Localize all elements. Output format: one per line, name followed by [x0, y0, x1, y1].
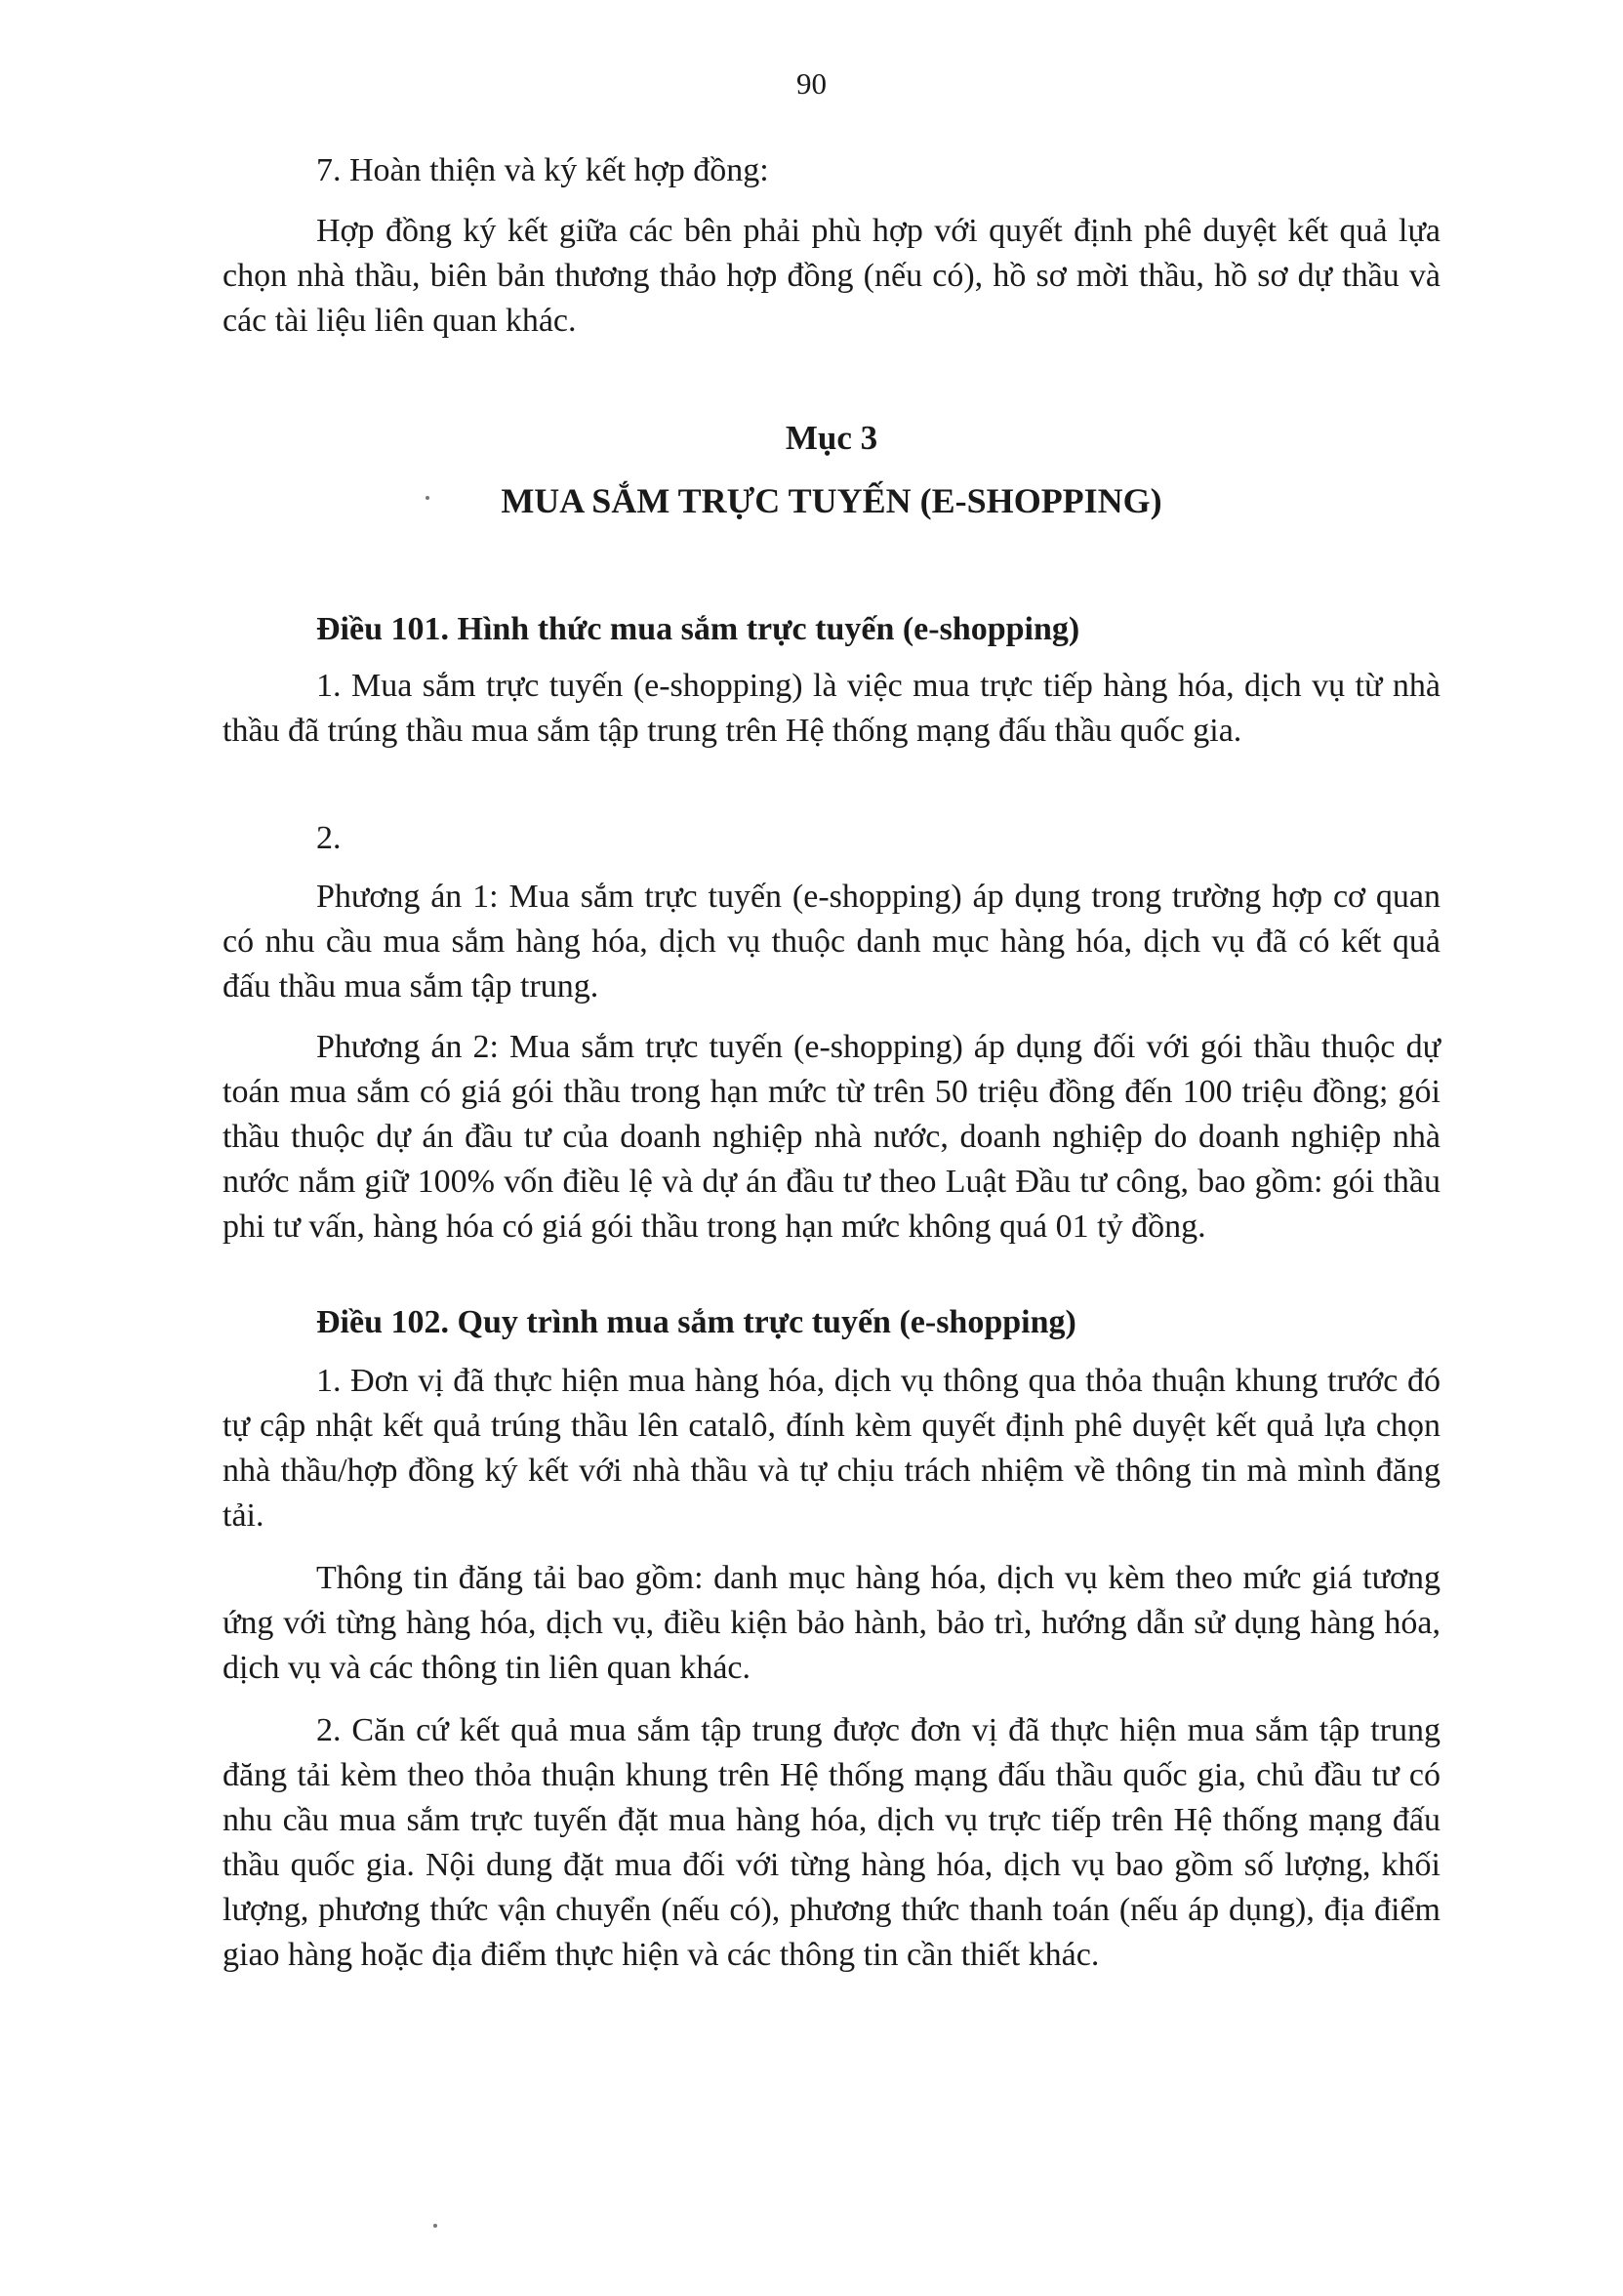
section-title: MUA SẮM TRỰC TUYẾN (E-SHOPPING) — [501, 481, 1162, 520]
section-label: Mục 3 — [785, 419, 878, 457]
article102-paragraph-1: 1. Đơn vị đã thực hiện mua hàng hóa, dịch vụ thông qua thỏa thuận khung trước đó tự cập nhật kết quả trúng thầu lên catalô, đính kèm quyết định phê duyệt kết quả lựa chọn nhà thầu/hợp đồng ký kết với nhà thầu và tự chịu trách nhiệm về thông tin mà mình đăng tải. — [223, 1363, 1440, 1534]
article102-paragraph-2: 2. Căn cứ kết quả mua sắm tập trung được đơn vị đã thực hiện mua sắm tập trung đăng tải kèm theo thỏa thuận khung trên Hệ thống mạng đấu thầu quốc gia, chủ đầu tư có nhu cầu mua sắm trực tuyến đặt mua hàng hóa, dịch vụ trực tiếp trên Hệ thống mạng đấu thầu quốc gia. Nội dung đặt mua đối với từng hàng hóa, dịch vụ bao gồm số lượng, khối lượng, phương thức vận chuyển (nếu có), phương thức thanh toán (nếu áp dụng), địa điểm giao hàng hoặc địa điểm thực hiện và các thông tin cần thiết khác. — [223, 1712, 1440, 1973]
article101-heading: Điều 101. Hình thức mua sắm trực tuyến (e-shopping) — [316, 611, 1080, 647]
article102-heading: Điều 102. Quy trình mua sắm trực tuyến (e-shopping) — [316, 1304, 1076, 1340]
scan-speck — [433, 2224, 437, 2228]
scan-speck — [426, 496, 429, 500]
article101-option-2: Phương án 2: Mua sắm trực tuyến (e-shopping) áp dụng đối với gói thầu thuộc dự toán mua sắm có giá gói thầu trong hạn mức từ trên 50 triệu đồng đến 100 triệu đồng; gói thầu thuộc dự án đầu tư của doanh nghiệp nhà nước, doanh nghiệp do doanh nghiệp nhà nước nắm giữ 100% vốn điều lệ và dự án đầu tư theo Luật Đầu tư công, bao gồm: gói thầu phi tư vấn, hàng hóa có giá gói thầu trong hạn mức không quá 01 tỷ đồng. — [223, 1029, 1440, 1245]
item7-text: Hợp đồng ký kết giữa các bên phải phù hợp với quyết định phê duyệt kết quả lựa chọn nhà thầu, biên bản thương thảo hợp đồng (nếu có), hồ sơ mời thầu, hồ sơ dự thầu và các tài liệu liên quan khác. — [223, 213, 1440, 339]
article101-paragraph-2: 2. — [316, 820, 342, 856]
article101-paragraph-1: 1. Mua sắm trực tuyến (e-shopping) là việc mua trực tiếp hàng hóa, dịch vụ từ nhà thầu đã trúng thầu mua sắm tập trung trên Hệ thống mạng đấu thầu quốc gia. — [223, 668, 1440, 749]
page-number: 90 — [796, 66, 827, 101]
article102-paragraph-1b: Thông tin đăng tải bao gồm: danh mục hàng hóa, dịch vụ kèm theo mức giá tương ứng với từng hàng hóa, dịch vụ, điều kiện bảo hành, bảo trì, hướng dẫn sử dụng hàng hóa, dịch vụ và các thông tin liên quan khác. — [223, 1560, 1440, 1686]
article101-option-1: Phương án 1: Mua sắm trực tuyến (e-shopping) áp dụng trong trường hợp cơ quan có nhu cầu mua sắm hàng hóa, dịch vụ thuộc danh mục hàng hóa, dịch vụ đã có kết quả đấu thầu mua sắm tập trung. — [223, 879, 1440, 1004]
item7-title: 7. Hoàn thiện và ký kết hợp đồng: — [316, 152, 769, 188]
